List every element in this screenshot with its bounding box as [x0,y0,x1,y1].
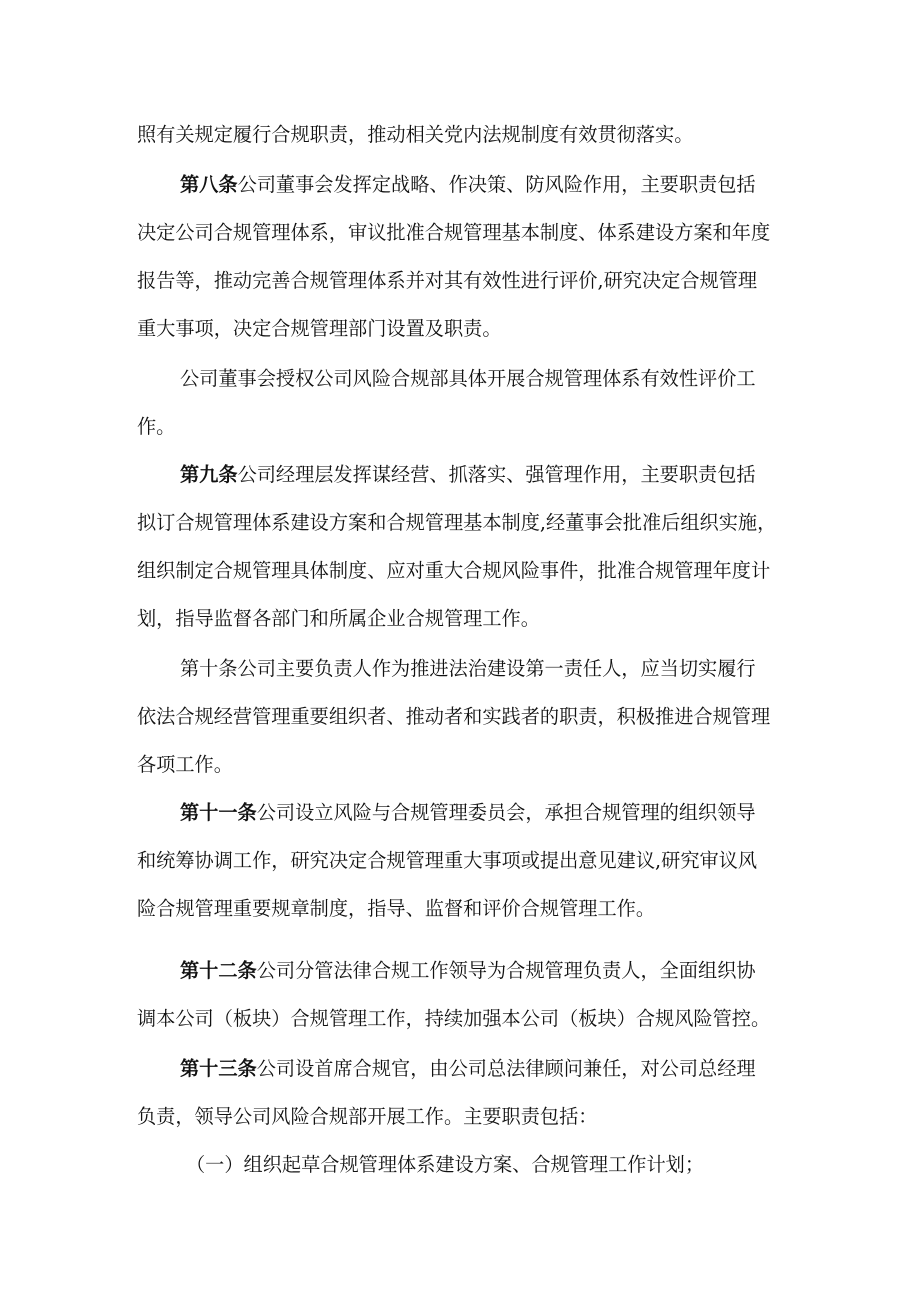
article-number: 第十三条 [180,1057,257,1080]
text-line: 决定公司合规管理体系，审议批准合规管理基本制度、体系建设方案和年度 [137,221,771,244]
list-item: （一）组织起草合规管理体系建设方案、合规管理工作计划； [186,1153,705,1176]
text-line: 拟订合规管理体系建设方案和合规管理基本制度,经董事会批准后组织实施， [137,511,777,534]
article-number: 第九条 [180,463,238,486]
article-10-line: 第十条公司主要负责人作为推进法治建设第一责任人，应当切实履行 [180,657,756,680]
text-line: 依法合规经营管理重要组织者、推动者和实践者的职责，积极推进合规管理 [137,705,771,728]
text-line: 作。 [137,415,176,438]
article-number: 第十二条 [180,959,257,982]
article-13-heading-line: 第十三条公司设首席合规官，由公司总法律顾问兼任，对公司总经理 [180,1057,756,1080]
text-line: 调本公司（板块）合规管理工作，持续加强本公司（板块）合规风险管控。 [137,1007,771,1030]
article-8-heading-line: 第八条公司董事会发挥定战略、作决策、防风险作用，主要职责包括 [180,173,756,196]
text-line: 照有关规定履行合规职责，推动相关党内法规制度有效贯彻落实。 [137,123,694,146]
article-9-heading-line: 第九条公司经理层发挥谋经营、抓落实、强管理作用，主要职责包括 [180,463,756,486]
text-line: 和统筹协调工作，研究决定合规管理重大事项或提出意见建议,研究审议风 [137,849,758,872]
text-line: 重大事项，决定合规管理部门设置及职责。 [137,317,502,340]
article-12-heading-line: 第十二条公司分管法律合规工作领导为合规管理负责人，全面组织协 [180,959,756,982]
article-11-heading-line: 第十一条公司设立风险与合规管理委员会，承担合规管理的组织领导 [180,801,756,824]
text-line: 险合规管理重要规章制度，指导、监督和评价合规管理工作。 [137,897,656,920]
text-line: 各项工作。 [137,753,233,776]
text-line: 组织制定合规管理具体制度、应对重大合规风险事件，批准合规管理年度计 [137,559,771,582]
text-line: 负责，领导公司风险合规部开展工作。主要职责包括： [137,1105,598,1128]
article-number: 第八条 [180,173,238,196]
text-line: 公司董事会授权公司风险合规部具体开展合规管理体系有效性评价工 [180,367,756,390]
text-line: 报告等，推动完善合规管理体系并对其有效性进行评价,研究决定合规管理 [137,269,758,292]
article-number: 第十一条 [180,801,257,824]
text-line: 划，指导监督各部门和所属企业合规管理工作。 [137,607,540,630]
